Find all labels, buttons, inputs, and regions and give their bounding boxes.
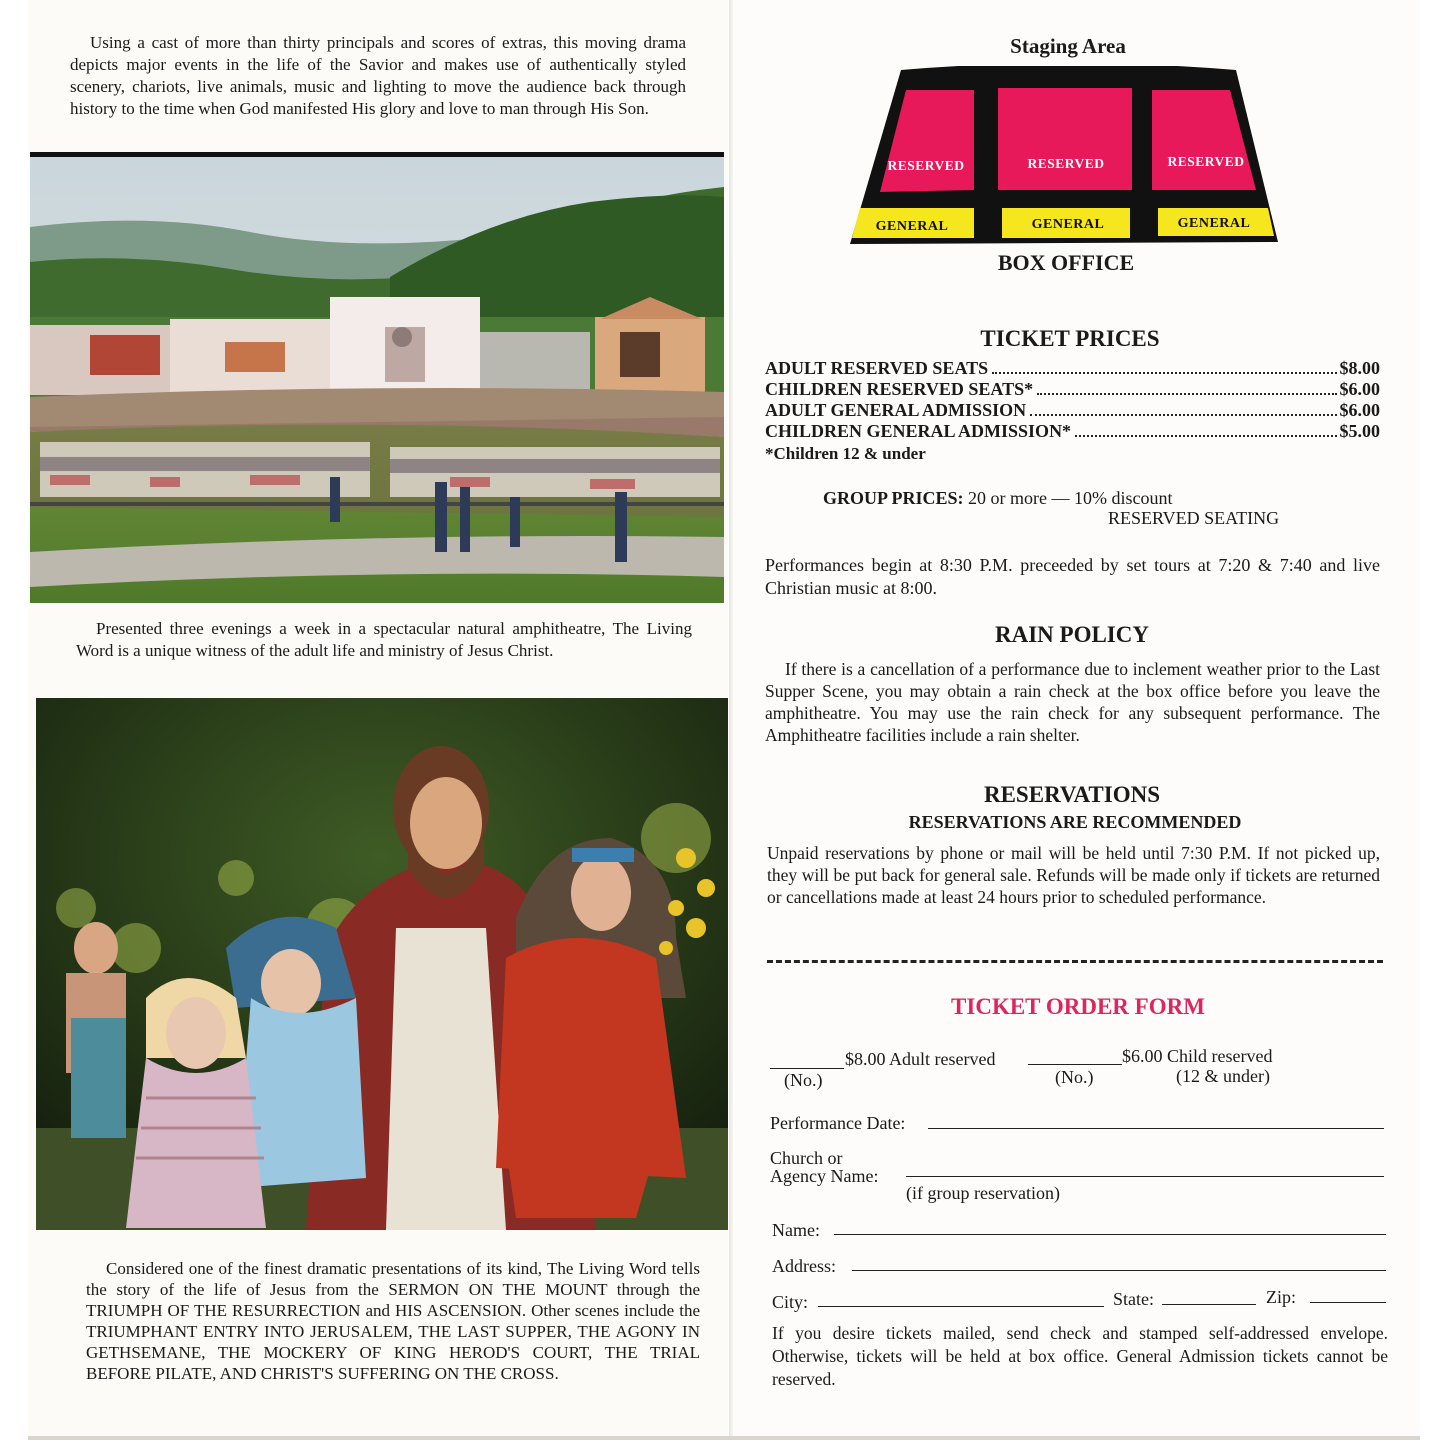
adult-reserved-label: $8.00 Adult reserved	[845, 1049, 996, 1069]
child-quantity-blank[interactable]	[1028, 1064, 1122, 1065]
leader-dots	[1030, 414, 1336, 416]
name-field[interactable]	[834, 1234, 1386, 1235]
church-label-line-2: Agency Name:	[770, 1166, 879, 1186]
address-label: Address:	[772, 1256, 836, 1276]
price-amount: $5.00	[1339, 421, 1380, 441]
leader-dots	[1037, 393, 1336, 395]
state-field[interactable]	[1162, 1304, 1256, 1305]
leader-dots	[1075, 435, 1336, 437]
general-label-right: GENERAL	[1177, 216, 1251, 231]
reservations-text: Unpaid reservations by phone or mail will be held until 7:30 P.M. If not picked up, they will be put back for general sale. Refunds will be made only if tickets are returned or cancellations made at least 24 hours prior to scheduled performance.	[767, 843, 1380, 907]
general-section-left	[852, 208, 974, 238]
staging-area-label: Staging Area	[1010, 34, 1126, 58]
amphitheatre-photo	[30, 152, 724, 603]
group-prices	[823, 488, 1323, 509]
church-label-line-1: Church or	[770, 1148, 843, 1168]
jesus-with-children-photo	[36, 698, 728, 1230]
center-fold	[729, 0, 733, 1438]
rain-policy-text: If there is a cancellation of a performance due to inclement weather prior to the Last Supper Scene, you may obtain a rain check at the box office before you leave the amphitheatre. You may use the rain check for any subsequent performance. The Amphitheatre facilities include a rain shelter.	[765, 659, 1380, 745]
group-reservation-note: (if group reservation)	[906, 1183, 1060, 1203]
children-age-note: *Children 12 & under	[765, 444, 926, 463]
city-label: City:	[772, 1292, 809, 1312]
reserved-label-center: RESERVED	[1027, 156, 1105, 171]
general-label-center: GENERAL	[1031, 217, 1105, 232]
reserved-label-right: RESERVED	[1167, 154, 1245, 169]
price-amount: $8.00	[1339, 358, 1380, 378]
performance-date-field[interactable]	[928, 1128, 1384, 1129]
child-no-label: (No.)	[1055, 1067, 1094, 1087]
reservations-subheading: RESERVATIONS ARE RECOMMENDED	[908, 812, 1242, 832]
rain-policy-heading: RAIN POLICY	[995, 622, 1149, 647]
city-field[interactable]	[818, 1306, 1104, 1307]
price-amount: $6.00	[1339, 400, 1380, 420]
price-label: ADULT GENERAL ADMISSION	[765, 400, 1027, 420]
ticket-order-form-title: TICKET ORDER FORM	[951, 994, 1205, 1019]
reserved-label-left: RESERVED	[887, 158, 965, 173]
price-row	[765, 379, 1380, 400]
church-agency-field[interactable]	[906, 1176, 1384, 1177]
adult-quantity-blank[interactable]	[770, 1068, 844, 1069]
zip-field[interactable]	[1310, 1302, 1386, 1303]
price-row	[765, 421, 1380, 442]
price-amount: $6.00	[1339, 379, 1380, 399]
address-field[interactable]	[852, 1270, 1386, 1271]
seating-map	[846, 66, 1286, 248]
group-prices-label: GROUP PRICES:	[823, 488, 964, 508]
box-office-label: BOX OFFICE	[997, 250, 1135, 275]
scenes-paragraph: Considered one of the finest dramatic presentations of its kind, The Living Word tells the story of the life of Jesus from the SERMON ON THE MOUNT through the TRIUMPH OF THE RESURRECTION and HIS ASCENSION. Other scenes include the TRIUMPHANT ENTRY INTO JERUSALEM, THE LAST SUPPER, THE AGONY IN GETHSEMANE, THE MOCKERY OF KING HEROD'S COURT, THE TRIAL BEFORE PILATE, AND CHRIST'S SUFFERING ON THE CROSS.	[86, 1259, 700, 1383]
name-label: Name:	[772, 1220, 820, 1240]
child-reserved-label: $6.00 Child reserved	[1122, 1046, 1273, 1066]
general-section-center	[1002, 208, 1130, 238]
adult-no-label: (No.)	[784, 1070, 823, 1090]
general-section-right	[1158, 208, 1274, 236]
dashed-cut-line	[767, 960, 1383, 963]
price-label: CHILDREN RESERVED SEATS*	[765, 379, 1034, 399]
performance-times: Performances begin at 8:30 P.M. preceeded by set tours at 7:20 & 7:40 and live Christian music at 8:00.	[765, 555, 1380, 598]
intro-paragraph: Using a cast of more than thirty principals and scores of extras, this moving drama depicts major events in the life of the Savior and makes use of authentically styled scenery, chariots, live animals, music and lighting to move the audience back through history to the time when God manifested His glory and love to man through His Son.	[70, 33, 686, 118]
description-paragraph: Presented three evenings a week in a spectacular natural amphitheatre, The Living Word is a unique witness of the adult life and ministry of Jesus Christ.	[76, 619, 692, 660]
price-row	[765, 400, 1380, 421]
ticket-prices-heading: TICKET PRICES	[980, 326, 1160, 351]
price-label: CHILDREN GENERAL ADMISSION*	[765, 421, 1072, 441]
mailing-instructions: If you desire tickets mailed, send check and stamped self-addressed envelope. Otherwise, tickets will be held at box office. General Admission tickets cannot be reserved.	[772, 1323, 1388, 1389]
state-label: State:	[1113, 1289, 1154, 1309]
leader-dots	[992, 372, 1336, 374]
price-row	[765, 358, 1380, 379]
bottom-edge	[28, 1436, 1420, 1440]
price-list	[765, 358, 1380, 442]
child-age-note: (12 & under)	[1176, 1066, 1270, 1086]
performance-date-label: Performance Date:	[770, 1113, 906, 1133]
general-label-left: GENERAL	[875, 219, 949, 234]
reserved-section-center	[998, 88, 1132, 190]
group-prices-text: 20 or more — 10% discount	[968, 488, 1173, 508]
group-reserved-seating: RESERVED SEATING	[1108, 508, 1280, 528]
price-label: ADULT RESERVED SEATS	[765, 358, 989, 378]
zip-label: Zip:	[1266, 1287, 1296, 1307]
reservations-heading: RESERVATIONS	[983, 782, 1160, 807]
